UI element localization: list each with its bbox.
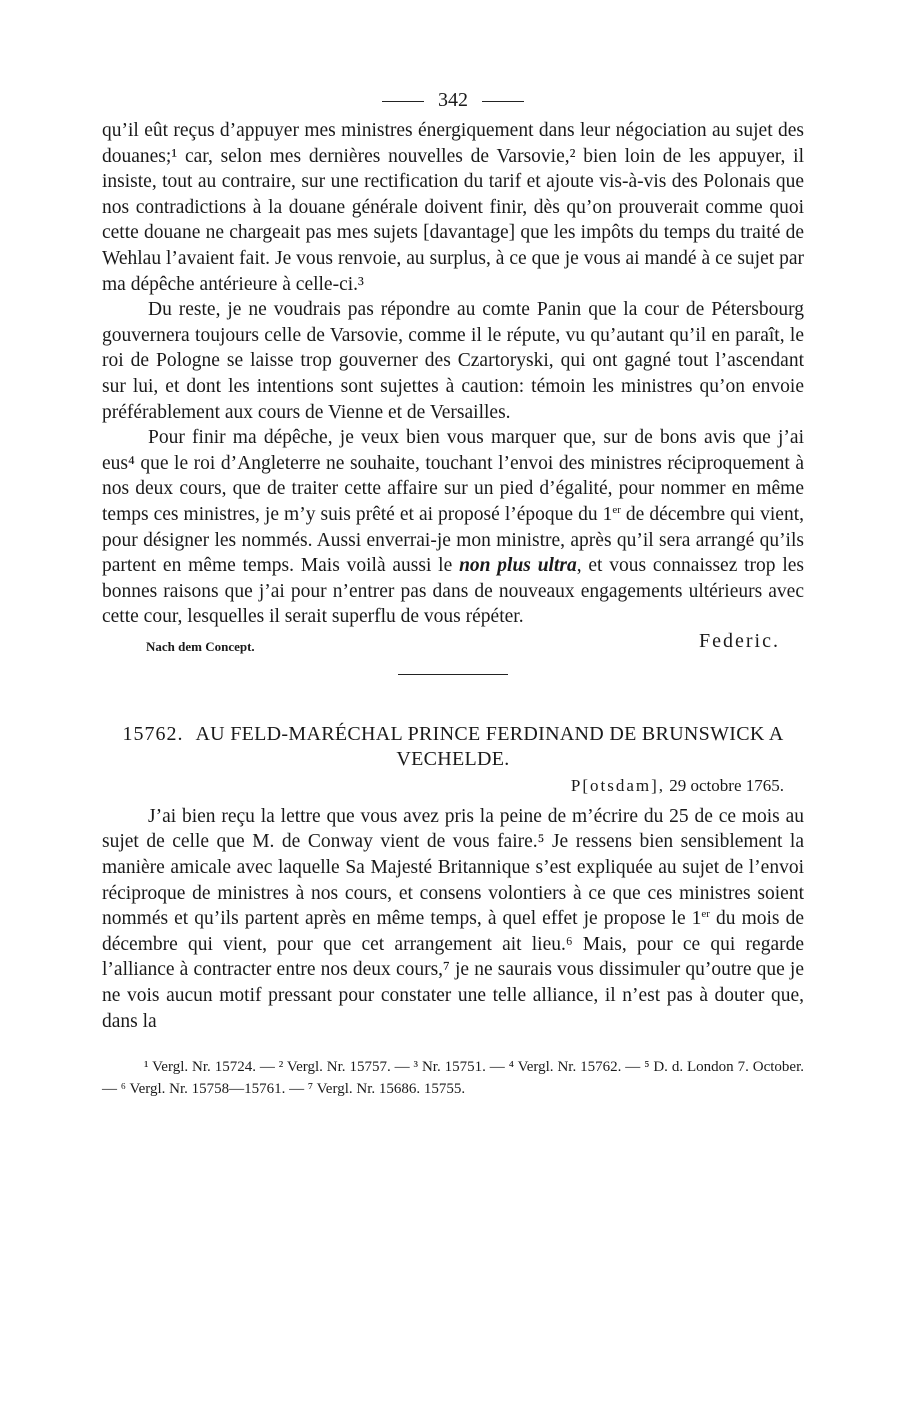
superscript-er-2: er <box>701 908 710 921</box>
page-number: 342 <box>438 89 468 111</box>
letter-dateline <box>102 774 784 798</box>
letter-number: 15762. <box>122 722 184 745</box>
page-header <box>102 88 804 118</box>
footnotes-text: ¹ Vergl. Nr. 15724. — ² Vergl. Nr. 15757. — ³ Nr. 15751. — ⁴ Vergl. Nr. 15762. — ⁵ D. d. London 7. October. — ⁶ Vergl. Nr. 15758—15761. — ⁷ Vergl. Nr. 15686. 15755. <box>102 1059 804 1098</box>
letter-place: P[otsdam], <box>570 775 666 795</box>
paragraph-3-part3: , et vous connaissez trop les bonnes raisons que j’ai pour n’entrer pas dans de nouveaux engagements ultérieurs avec cette cour, lesquelles il serait superflu de vous répéter. <box>102 555 805 628</box>
continued-paragraph: qu’il eût reçus d’appuyer mes ministres énergiquement dans leur négociation au sujet des douanes;¹ car, selon mes dernières nouvelles de Varsovie,² bien loin de les appuyer, il insiste, tout au contraire, sur une rectification du tarif et ajoute vis-à-vis des Polonais que nos contradictions à la douane générale doivent finir, dès qu’on prouverait comme quoi cette douane ne chargeait pas mes sujets [davantage] que les impôts du temps du traité de Wehlau l’avaient fait. Je vous renvoie, au surplus, à ce que je vous ai mandé à ce sujet par ma dépêche antérieure à celle-ci.³ <box>102 120 804 295</box>
footnotes <box>102 1056 804 1100</box>
letter-body-part2: du mois de décembre qui vient, pour que cet arrangement ait lieu.⁶ Mais, pour ce qui regarde l’alliance à contracter entre nos deux cours,⁷ je ne saurais vous dissimuler qu’outre que je ne vois aucun motif pressant pour constater une telle alliance, il n’est pas à douter que, dans la <box>102 908 804 1032</box>
document-page <box>102 88 804 1100</box>
header-left-dash <box>382 101 424 102</box>
paragraph-2: Du reste, je ne voudrais pas répondre au comte Panin que la cour de Pétersbourg gouvernera toujours celle de Varsovie, comme il le répute, vu qu’autant qu’il en paraît, le roi de Pologne se laisse trop gouverner des Czartoryski, qui ont gagné tout l’ascendant sur lui, et dont les intentions sont sujettes à caution: témoin les ministres qu’on envoie préférablement aux cours de Vienne et de Versailles. <box>102 299 804 423</box>
letter-title: AU FELD-MARÉCHAL PRINCE FERDINAND DE BRUNSWICK A VECHELDE. <box>195 722 784 770</box>
signature: Federic. <box>699 629 780 652</box>
section-divider <box>398 674 508 675</box>
letter-body-part1: J’ai bien reçu la lettre que vous avez pris la peine de m’écrire du 25 de ce mois au sujet de celle que M. de Conway vient de vous faire.⁵ Je ressens bien sensiblement la manière amicale avec laquelle Sa Majesté Britannique s’est expliquée au sujet de l’envoi réciproque de ministres à nos cours, et consens volontiers à ce que ces ministres soient nommés et qu’ils partent après en même temps, à quel effet je propose le 1 <box>102 805 804 930</box>
paragraph-3 <box>102 425 804 630</box>
letter-body <box>102 804 804 1034</box>
paragraph-3-part1: Pour finir ma dépêche, je veux bien vous marquer que, sur de bons avis que j’ai eus⁴ que le roi d’Angleterre ne souhaite, touchant l’envoi des ministres réciproquement à nos deux cours, que de traiter cette affaire sur un pied d’égalité, pour nommer en même temps ces ministres, je m’y suis prêté et ai proposé l’époque du 1 <box>102 427 804 525</box>
italic-phrase: non plus ultra <box>459 555 577 577</box>
source-note: Nach dem Concept. <box>146 638 255 654</box>
superscript-er: er <box>612 503 621 516</box>
header-right-dash <box>482 101 524 102</box>
signature-row <box>102 630 804 660</box>
letter-heading <box>102 722 804 772</box>
paragraph-3-part2: de décembre qui vient, pour désigner les nommés. Aussi enverrai-je mon ministre, après qu’il sera arrangé qu’ils partent en même temps. Mais voilà aussi le <box>102 503 804 577</box>
letter-date: 29 octobre 1765. <box>669 775 784 795</box>
